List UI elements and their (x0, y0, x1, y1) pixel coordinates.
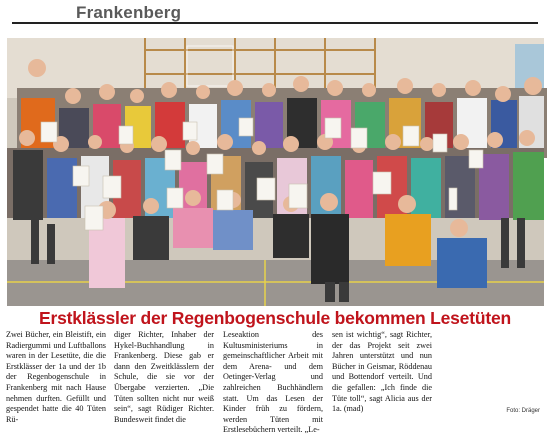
article-body (6, 330, 544, 435)
article-column-3: Leseaktion des Kultusministeriums in gemeinschaftlicher Arbeit mit dem Arena- und dem Oetinger-Verlag und zahlreichen Buchhändlern statt. Um das Lesen der Kinder früh zu fördern, werden Tüten mit Erstlesebüchern verteilt. „Le- (223, 330, 323, 435)
header-rule (12, 22, 538, 24)
section-header (12, 2, 538, 26)
section-title: Frankenberg (76, 3, 182, 22)
group-photo-illustration (7, 38, 544, 306)
group-photo (7, 38, 544, 306)
article-column-1: Zwei Bücher, ein Bleistift, ein Radiergummi und Luftballons waren in der Lesetüte, die die Erstklässer der 1a und der 1b der Regenbogenschule in Frankenberg mit nach Hause nehmen durften. Gefüllt und gespendet hatte die 40 Tüten Rü- (6, 330, 106, 424)
article-headline: Erstklässler der Regenbogenschule bekommen Lesetüten (39, 308, 511, 328)
article-column-2: diger Richter, Inhaber der Hykel-Buchhandlung in Frankenberg. Diese gab er dann den Zweitklässlern der Schule, die sie vor der Übergabe verzierten. „Die Tüten sollten nicht nur weiß sein“, sagt Rüdiger Richter. Bundesweit findet die (114, 330, 214, 424)
photo-credit: Foto: Dräger (506, 408, 540, 414)
article-column-4: sen ist wichtig“, sagt Richter, der das Projekt seit zwei Jahren unterstützt und nun Bücher in Geismar, Röddenau und Bottendorf verteilt. Und die gefallen: „Ich finde die Tüte toll“, sagt Alicia aus der 1a. (mad) (332, 330, 432, 414)
